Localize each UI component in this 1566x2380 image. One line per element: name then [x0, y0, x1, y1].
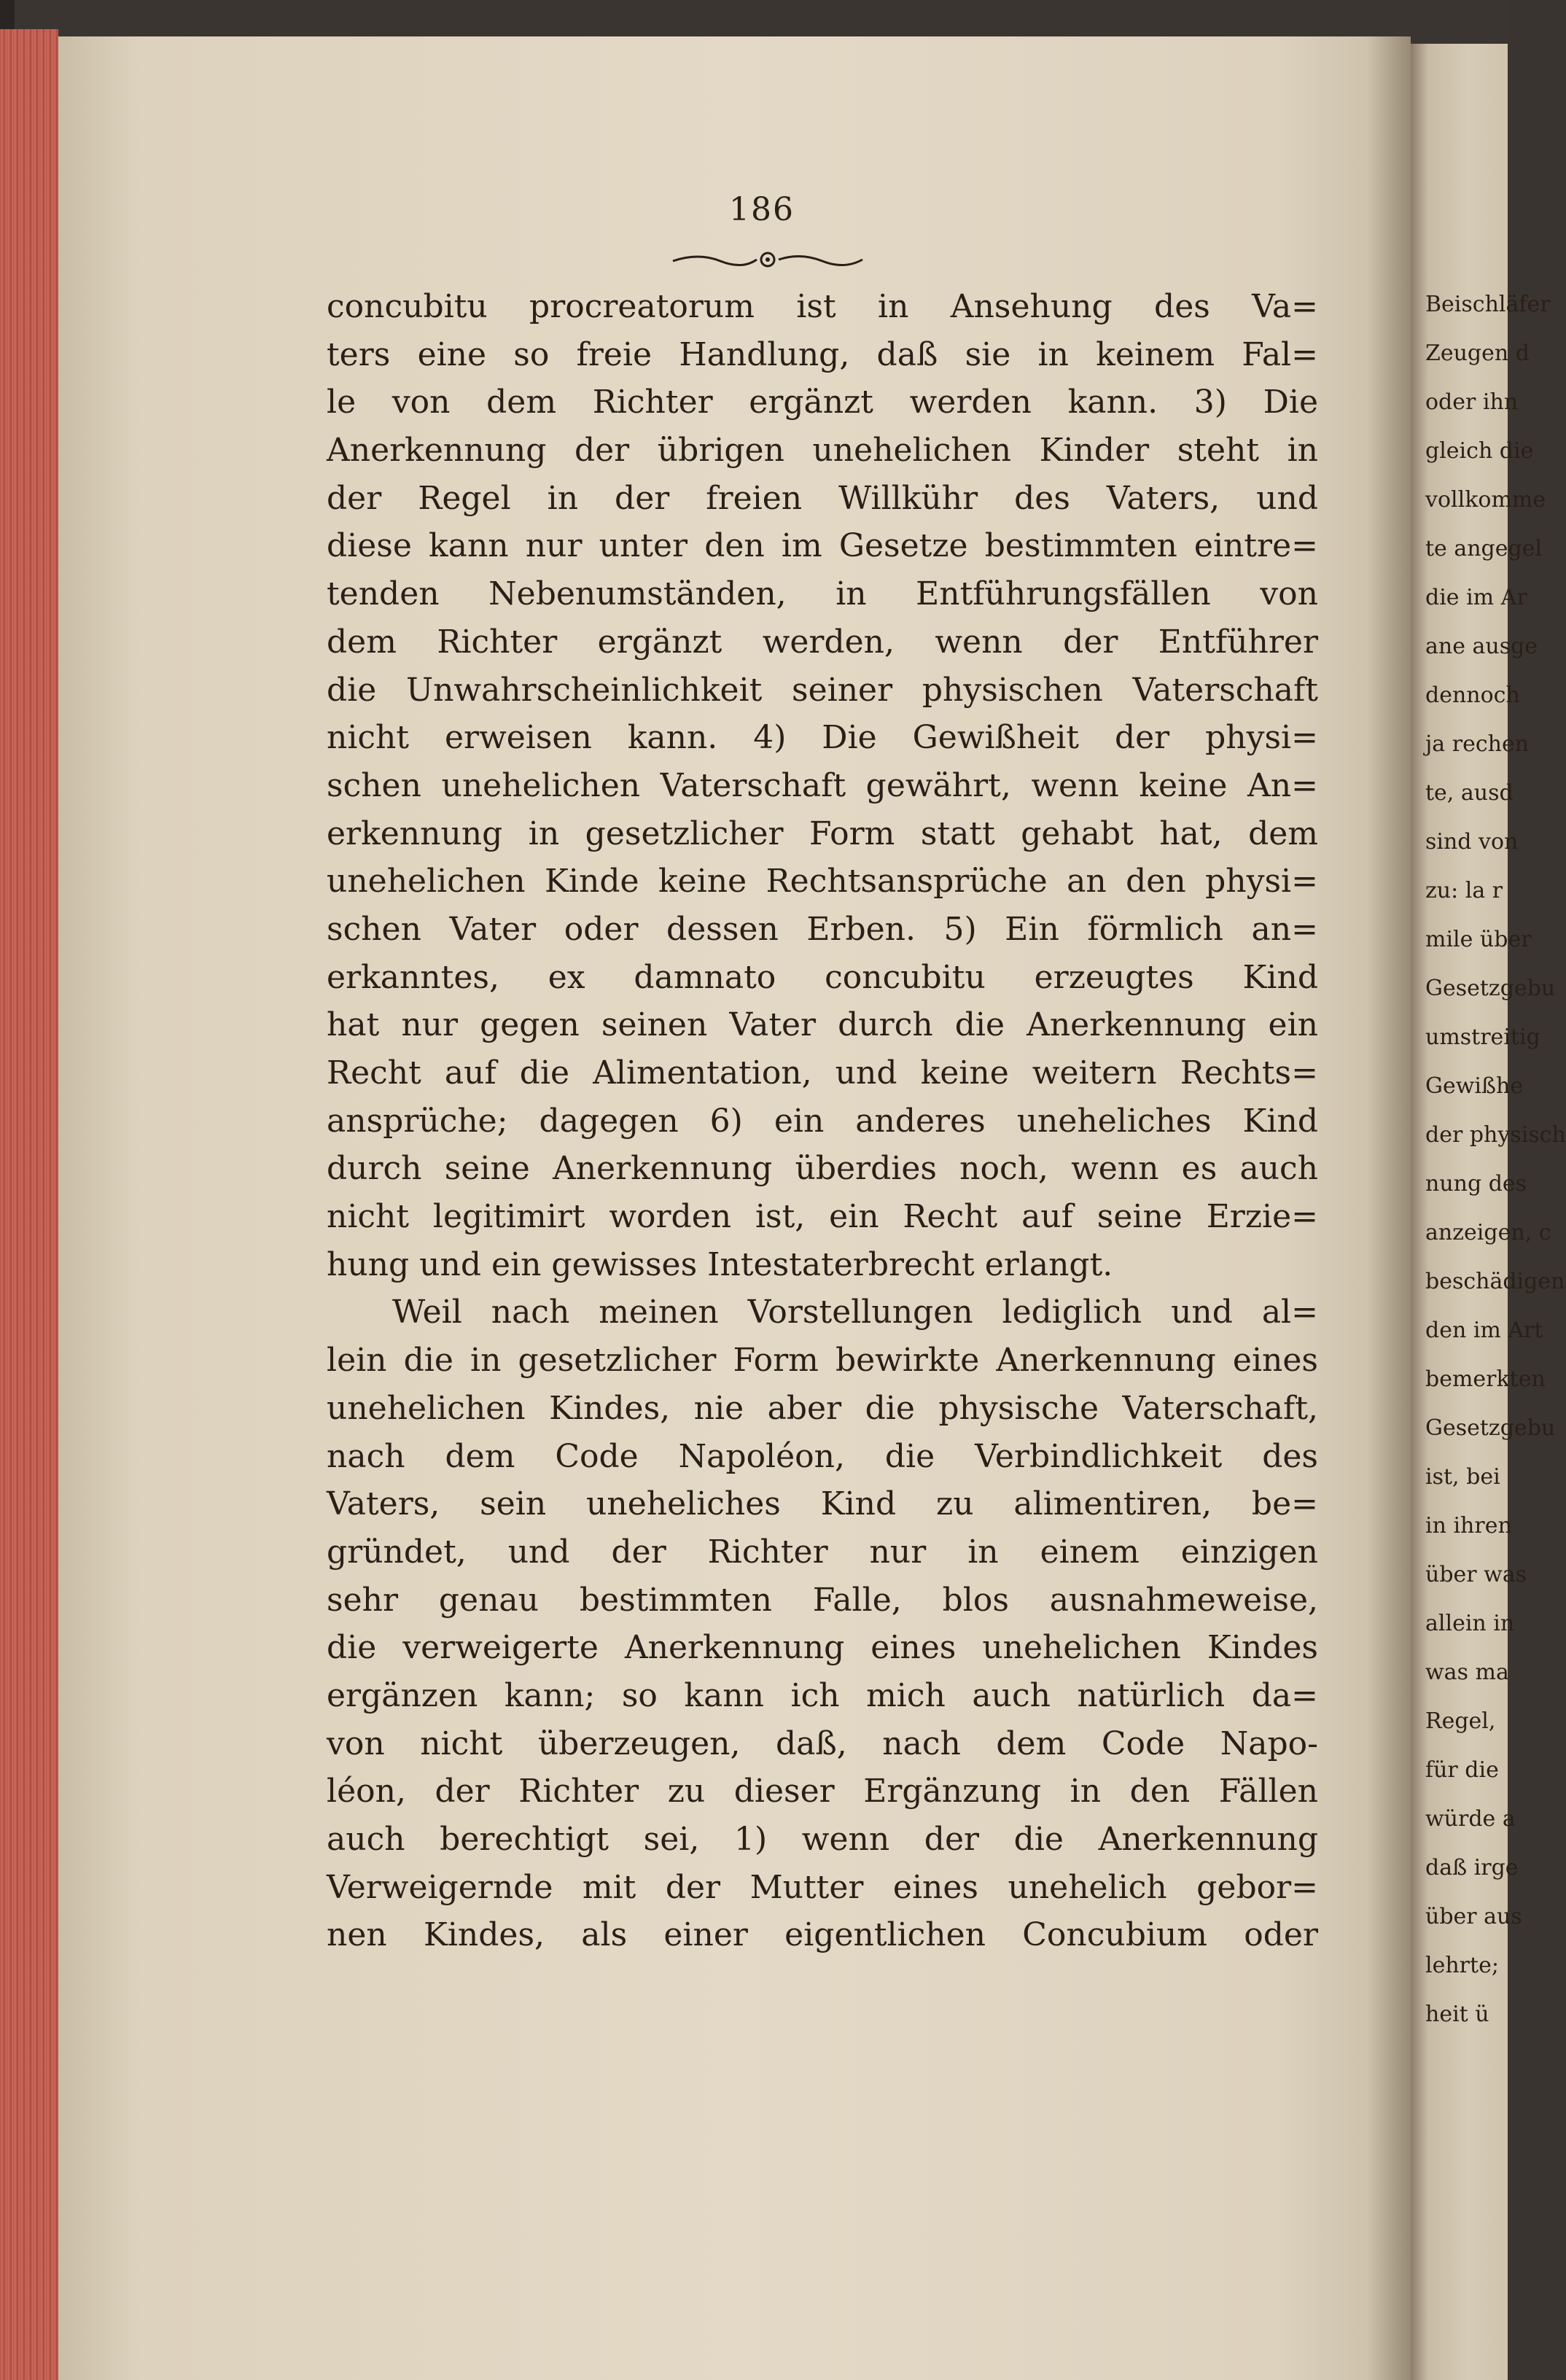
adjacent-page-fragment: Zeugen d — [1425, 341, 1530, 366]
text-line: Weil nach meinen Vorstellungen lediglich und al= — [392, 1294, 1318, 1331]
text-line: ansprüche; dagegen 6) ein anderes uneheliches Kind — [327, 1102, 1318, 1140]
text-line: le von dem Richter ergänzt werden kann. 3) Die — [327, 384, 1318, 421]
text-line: nen Kindes, als einer eigentlichen Concubium oder — [327, 1916, 1318, 1954]
text-line: der Regel in der freien Willkühr des Vaters, und — [327, 479, 1318, 517]
book-page-edges — [0, 29, 58, 2380]
text-line: nach dem Code Napoléon, die Verbindlichkeit des — [327, 1437, 1318, 1475]
adjacent-page-fragment: anzeigen, c — [1425, 1220, 1551, 1245]
adjacent-page-fragment: was ma — [1425, 1660, 1509, 1685]
adjacent-page-fragment: Beischläfer — [1425, 292, 1551, 317]
text-line: unehelichen Kinde keine Rechtsansprüche an den physi= — [327, 863, 1318, 901]
text-line: durch seine Anerkennung überdies noch, wenn es auch — [327, 1150, 1318, 1188]
adjacent-page-fragment: in ihren — [1425, 1513, 1512, 1539]
adjacent-page-fragment: Gewißhe — [1425, 1073, 1524, 1099]
adjacent-page-fragment: nung des — [1425, 1171, 1527, 1197]
text-line: ters eine so freie Handlung, daß sie in keinem Fal= — [327, 335, 1318, 373]
adjacent-page-fragment: würde a — [1425, 1806, 1516, 1832]
text-line: gründet, und der Richter nur in einem einzigen — [327, 1533, 1318, 1571]
text-line: hat nur gegen seinen Vater durch die Anerkennung ein — [327, 1006, 1318, 1044]
text-line: dem Richter ergänzt werden, wenn der Entführer — [327, 623, 1318, 661]
adjacent-page-fragment: gleich die — [1425, 438, 1534, 464]
adjacent-page-fragment: oder ihn — [1425, 389, 1519, 415]
text-line: nicht erweisen kann. 4) Die Gewißheit der physi= — [327, 719, 1318, 757]
adjacent-page-fragment: die im Ar — [1425, 585, 1527, 610]
text-line: Vaters, sein uneheliches Kind zu alimentiren, be= — [327, 1485, 1318, 1523]
text-line: unehelichen Kindes, nie aber die physische Vaterschaft, — [327, 1389, 1318, 1427]
adjacent-page-fragment: zu: la r — [1425, 878, 1503, 903]
text-line: lein die in gesetzlicher Form bewirkte Anerkennung eines — [327, 1342, 1318, 1380]
adjacent-page-fragment: vollkomme — [1425, 487, 1546, 513]
adjacent-page-fragment: daß irge — [1425, 1855, 1519, 1881]
text-line: schen Vater oder dessen Erben. 5) Ein förmlich an= — [327, 910, 1318, 948]
text-line: hung und ein gewisses Intestaterbrecht erlangt. — [327, 1245, 1113, 1283]
text-line: concubitu procreatorum ist in Ansehung des Va= — [327, 288, 1318, 325]
text-line: Recht auf die Alimentation, und keine weitern Rechts= — [327, 1054, 1318, 1092]
adjacent-page-fragment: heit ü — [1425, 2002, 1489, 2027]
adjacent-page-fragment: beschädigen — [1425, 1269, 1565, 1294]
text-line: Verweigernde mit der Mutter eines unehelich gebor= — [327, 1868, 1318, 1906]
text-line: ergänzen kann; so kann ich mich auch natürlich da= — [327, 1676, 1318, 1714]
text-line: Anerkennung der übrigen unehelichen Kinder steht in — [327, 432, 1318, 470]
adjacent-page-fragment: lehrte; — [1425, 1953, 1499, 1978]
text-line: die verweigerte Anerkennung eines unehelichen Kindes — [327, 1629, 1318, 1667]
adjacent-page-fragment: über was — [1425, 1562, 1527, 1587]
adjacent-page-fragment: Regel, — [1425, 1708, 1496, 1734]
adjacent-page-fragment: sind von — [1425, 829, 1519, 855]
adjacent-page-fragment: ane ausge — [1425, 634, 1538, 659]
text-line: léon, der Richter zu dieser Ergänzung in den Fällen — [327, 1773, 1318, 1811]
text-line: schen unehelichen Vaterschaft gewährt, wenn keine An= — [327, 766, 1318, 804]
adjacent-page-fragment: ja rechen — [1425, 731, 1530, 757]
adjacent-page-fragment: dennoch — [1425, 682, 1520, 708]
adjacent-page-fragment: den im Art — [1425, 1318, 1543, 1343]
text-line: die Unwahrscheinlichkeit seiner physischen Vaterschaft — [327, 671, 1318, 709]
page-gutter-shadow — [1367, 36, 1411, 2380]
adjacent-page-fragment: bemerkten — [1425, 1366, 1546, 1392]
adjacent-page-fragment: te, ausd — [1425, 780, 1514, 806]
adjacent-page-fragment: umstreitig — [1425, 1024, 1540, 1050]
ornament-divider — [669, 245, 866, 274]
text-line: diese kann nur unter den im Gesetze bestimmten eintre= — [327, 527, 1318, 565]
text-line: erkanntes, ex damnato concubitu erzeugtes Kind — [327, 958, 1318, 996]
text-line: von nicht überzeugen, daß, nach dem Code Napo- — [327, 1724, 1318, 1762]
adjacent-page-fragment: der physisch — [1425, 1122, 1566, 1148]
text-line: auch berechtigt sei, 1) wenn der die Anerkennung — [327, 1821, 1318, 1858]
text-line: sehr genau bestimmten Falle, blos ausnahmeweise, — [327, 1581, 1318, 1619]
text-line: erkennung in gesetzlicher Form statt gehabt hat, dem — [327, 814, 1318, 852]
adjacent-page-fragment: allein in — [1425, 1611, 1515, 1636]
adjacent-page-fragment: Gesetzgebu — [1425, 976, 1556, 1001]
adjacent-page-fragment: ist, bei — [1425, 1464, 1500, 1490]
adjacent-page-fragment: te angegel — [1425, 536, 1543, 561]
page-number: 186 — [729, 191, 795, 228]
adjacent-page-fragment: mile über — [1425, 927, 1532, 952]
adjacent-page-fragment: über aus — [1425, 1904, 1522, 1929]
adjacent-page-fragment: Gesetzgebu — [1425, 1415, 1556, 1441]
body-text — [327, 283, 1318, 1959]
text-line: tenden Nebenumständen, in Entführungsfällen von — [327, 575, 1318, 613]
text-line: nicht legitimirt worden ist, ein Recht auf seine Erzie= — [327, 1198, 1318, 1236]
adjacent-page-fragment: für die — [1425, 1757, 1499, 1783]
